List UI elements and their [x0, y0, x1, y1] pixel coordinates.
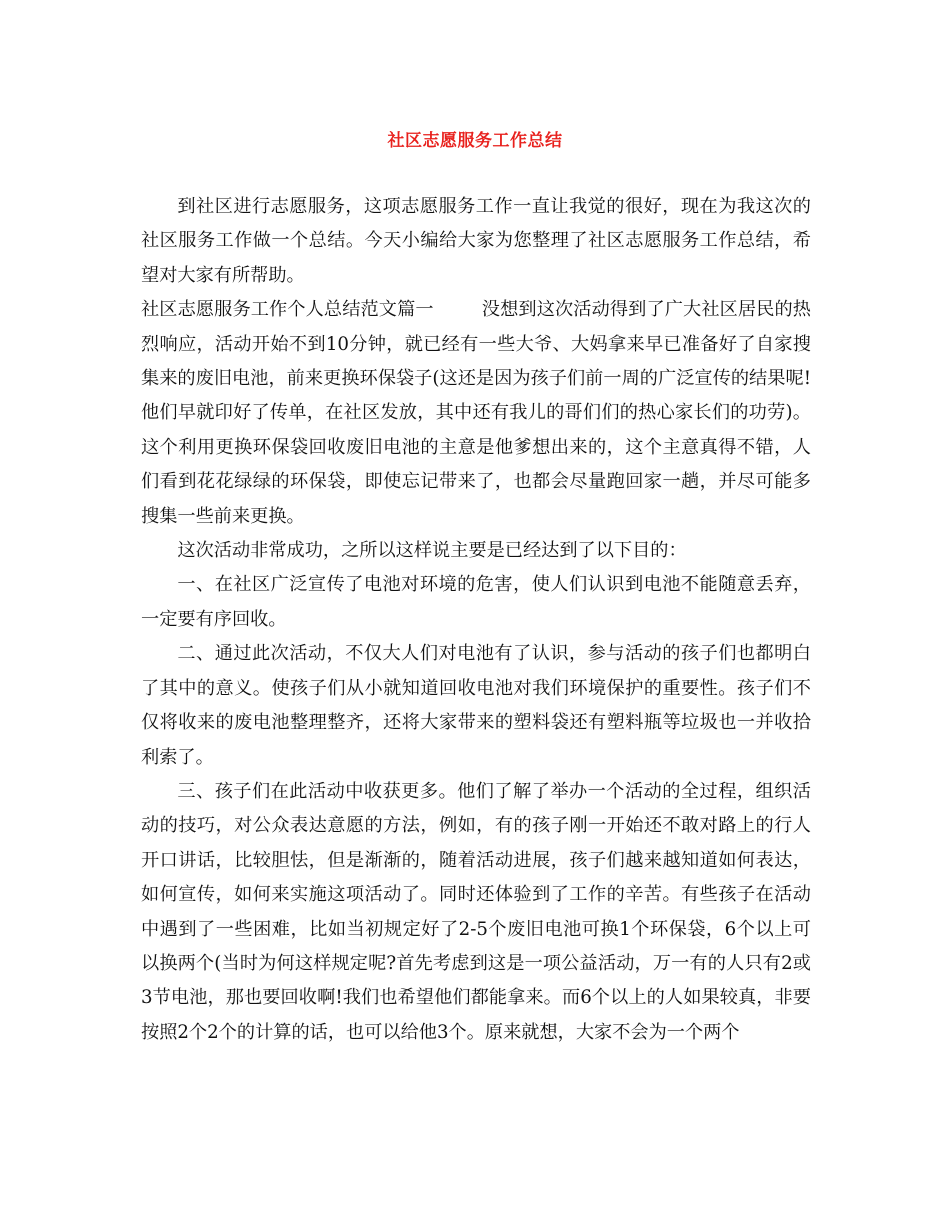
- document-title: 社区志愿服务工作总结: [387, 131, 563, 151]
- paragraph-summary: 这次活动非常成功，之所以这样说主要是已经达到了以下目的：: [177, 540, 687, 562]
- section-text: 没想到这次活动得到了广大社区居民的热烈响应，活动开始不到10分钟，就已经有一些大爷、大妈拿来早已准备好了自家搜集来的废旧电池，前来更换环保袋子(这还是因为孩子们前一周的广泛宣传的结果呢!他们早就印好了传单，在社区发放，其中还有我儿的哥们们的热心家长们的功劳)。这个利用更换环保袋回收废旧电池的主意是他爹想出来的，这个主意真得不错，人们看到花花绿绿的环保袋，即使忘记带来了，也都会尽量跑回家一趟，并尽可能多搜集一些前来更换。: [141, 299, 811, 527]
- paragraph-point-three: 三、孩子们在此活动中收获更多。他们了解了举办一个活动的全过程，组织活动的技巧，对公众表达意愿的方法，例如，有的孩子刚一开始还不敢对路上的行人开口讲话，比较胆怯，但是渐渐的，随着活动进展，孩子们越来越知道如何表达，如何宣传，如何来实施这项活动了。同时还体验到了工作的辛苦。有些孩子在活动中遇到了一些困难，比如当初规定好了2-5个废旧电池可换1个环保袋，6个以上可以换两个(当时为何这样规定呢?首先考虑到这是一项公益活动，万一有的人只有2或3节电池，那也要回收啊!我们也希望他们都能拿来。而6个以上的人如果较真，非要按照2个2个的计算的话，也可以给他3个。原来就想，大家不会为一个两个: [141, 780, 811, 1043]
- section-heading: 社区志愿服务工作个人总结范文篇一: [141, 299, 434, 321]
- paragraph-point-one: 一、在社区广泛宣传了电池对环境的危害，使人们认识到电池不能随意丢弃，一定要有序回收。: [141, 574, 811, 630]
- paragraph-point-two: 二、通过此次活动，不仅大人们对电池有了认识，参与活动的孩子们也都明白了其中的意义。使孩子们从小就知道回收电池对我们环境保护的重要性。孩子们不仅将收来的废电池整理整齐，还将大家带来的塑料袋还有塑料瓶等垃圾也一并收拾利索了。: [141, 643, 811, 768]
- document-body: [141, 190, 811, 1050]
- section-paragraph: [141, 293, 811, 534]
- intro-paragraph: 到社区进行志愿服务，这项志愿服务工作一直让我觉的很好，现在为我这次的社区服务工作做一个总结。今天小编给大家为您整理了社区志愿服务工作总结，希望对大家有所帮助。: [141, 196, 811, 286]
